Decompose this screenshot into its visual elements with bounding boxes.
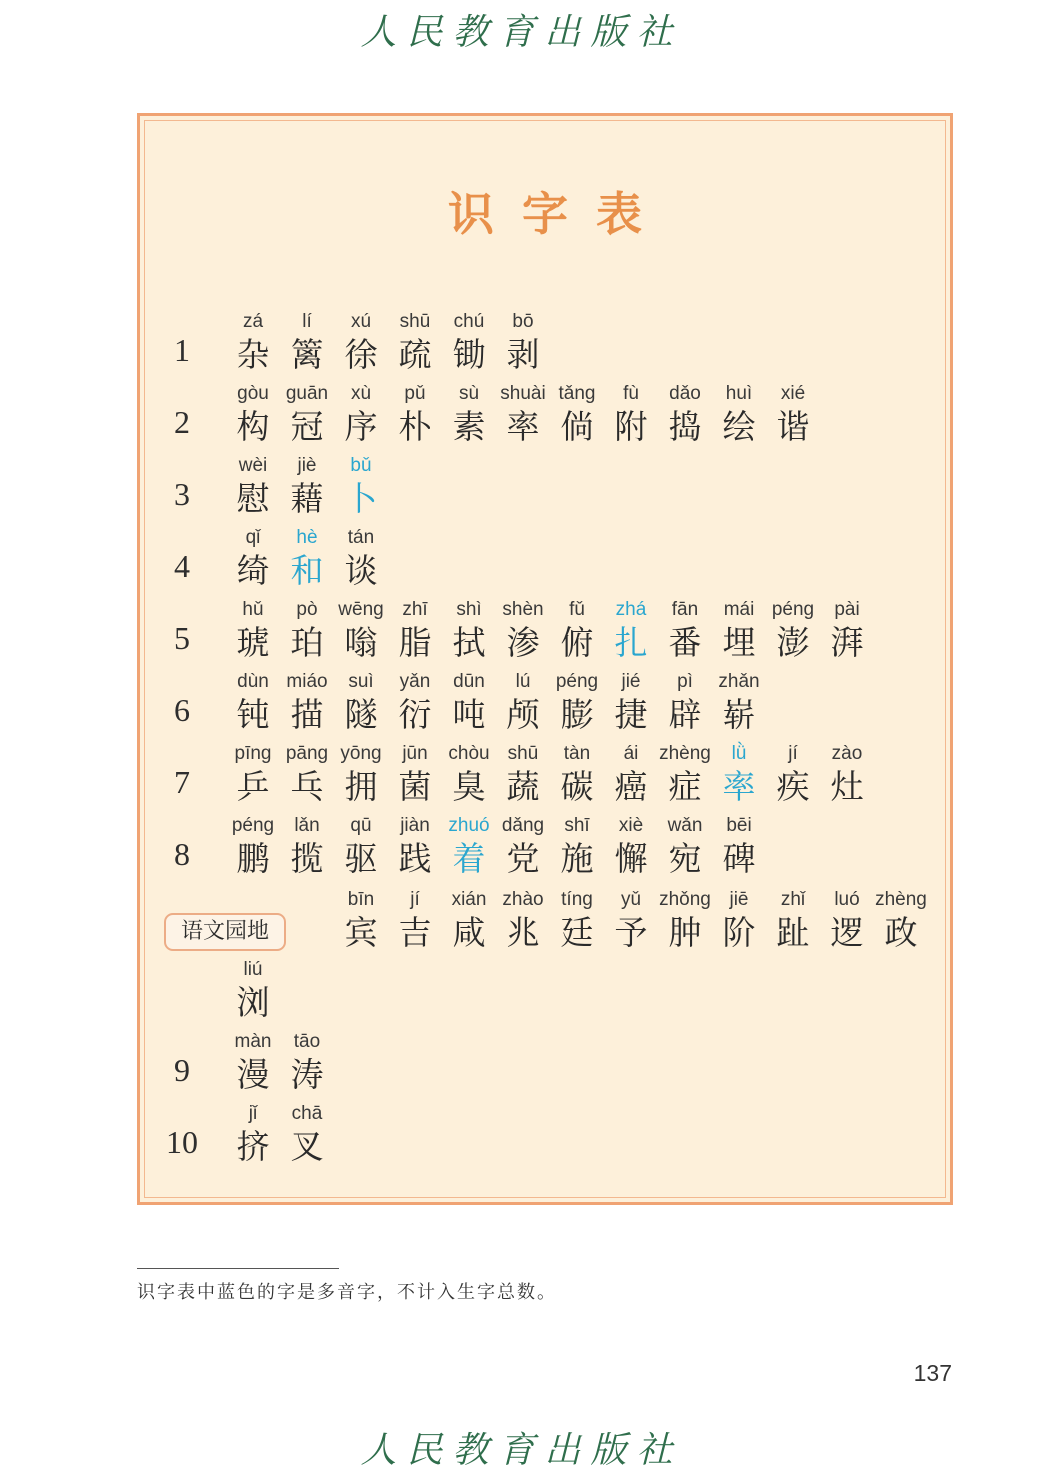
hanzi: 碑 (722, 839, 756, 878)
pinyin: lú (515, 671, 531, 692)
pinyin: shuài (500, 383, 546, 404)
pinyin: xù (350, 383, 372, 404)
pinyin: suì (348, 671, 374, 692)
hanzi: 卜 (344, 479, 378, 518)
hanzi: 和 (290, 551, 324, 590)
hanzi: 衍 (398, 695, 432, 734)
publisher-header: 人民教育出版社 (360, 12, 683, 53)
hanzi: 臭 (452, 767, 486, 806)
hanzi: 施 (560, 839, 594, 878)
hanzi: 涛 (290, 1055, 324, 1094)
lesson-number: 4 (174, 548, 190, 584)
pinyin: zá (242, 311, 264, 332)
pinyin: jiàn (400, 815, 430, 836)
pinyin: yǔ (620, 889, 642, 910)
pinyin: bēi (726, 815, 752, 836)
pinyin: shī (564, 815, 590, 836)
pinyin: péng (231, 815, 275, 836)
pinyin: yōng (340, 743, 382, 764)
hanzi: 宾 (344, 913, 378, 952)
pinyin: liú (243, 959, 263, 980)
hanzi: 捣 (668, 407, 702, 446)
hanzi: 吉 (398, 913, 432, 952)
hanzi: 素 (452, 407, 486, 446)
hanzi: 乒 (236, 767, 270, 806)
pinyin: zhèng (659, 743, 711, 764)
hanzi: 咸 (452, 913, 486, 952)
pinyin: dǎo (669, 383, 701, 404)
hanzi: 鹏 (236, 839, 270, 878)
lesson-row (0, 814, 1043, 884)
hanzi: 倘 (560, 407, 594, 446)
hanzi: 挤 (236, 1127, 270, 1166)
hanzi: 杂 (236, 335, 270, 374)
pinyin: zhī (402, 599, 428, 620)
page-title: 识字表 (448, 187, 670, 241)
pinyin: dūn (453, 671, 485, 692)
hanzi: 辟 (668, 695, 702, 734)
footnote-divider (137, 1268, 339, 1269)
pinyin: yǎn (399, 671, 431, 692)
hanzi: 灶 (830, 767, 864, 806)
hanzi: 膨 (560, 695, 594, 734)
pinyin: shū (507, 743, 539, 764)
hanzi: 叉 (290, 1127, 324, 1166)
hanzi: 序 (344, 407, 378, 446)
polyphonic-char-cell (326, 454, 396, 524)
pinyin: xié (780, 383, 806, 404)
hanzi: 构 (236, 407, 270, 446)
pinyin: fǔ (569, 599, 585, 620)
hanzi: 捷 (614, 695, 648, 734)
pinyin: wēng (338, 599, 384, 620)
hanzi: 漫 (236, 1055, 270, 1094)
pinyin: jiē (729, 889, 749, 910)
lesson-row (0, 742, 1043, 812)
pinyin: jūn (402, 743, 428, 764)
hanzi: 政 (884, 913, 918, 952)
hanzi: 琥 (236, 623, 270, 662)
hanzi: 驱 (344, 839, 378, 878)
char-cell (272, 1030, 342, 1100)
hanzi: 率 (722, 767, 756, 806)
hanzi: 冠 (290, 407, 324, 446)
hanzi: 吨 (452, 695, 486, 734)
hanzi: 阶 (722, 913, 756, 952)
pinyin: bō (512, 311, 534, 332)
hanzi: 慰 (236, 479, 270, 518)
hanzi: 拭 (452, 623, 486, 662)
hanzi: 兆 (506, 913, 540, 952)
lesson-row (0, 454, 1043, 524)
pinyin: ái (623, 743, 639, 764)
char-cell (866, 888, 936, 958)
hanzi: 懈 (614, 839, 648, 878)
pinyin: pài (834, 599, 860, 620)
lesson-row (0, 310, 1043, 380)
hanzi: 疏 (398, 335, 432, 374)
pinyin: zhào (502, 889, 544, 910)
pinyin: zào (831, 743, 863, 764)
hanzi: 疾 (776, 767, 810, 806)
pinyin: fù (623, 383, 639, 404)
page-number: 137 (913, 1360, 952, 1386)
pinyin: péng (771, 599, 815, 620)
lesson-row (0, 1030, 1043, 1100)
hanzi: 绮 (236, 551, 270, 590)
hanzi: 宛 (668, 839, 702, 878)
pinyin: zhǐ (780, 889, 806, 910)
hanzi: 珀 (290, 623, 324, 662)
pinyin: shì (456, 599, 482, 620)
char-cell (272, 1102, 342, 1172)
hanzi: 扎 (614, 623, 648, 662)
pinyin: chú (453, 311, 485, 332)
hanzi: 朴 (398, 407, 432, 446)
pinyin: pò (296, 599, 318, 620)
hanzi: 澎 (776, 623, 810, 662)
pinyin: chā (291, 1103, 323, 1124)
pinyin: dùn (237, 671, 269, 692)
lesson-number: 5 (174, 620, 190, 656)
garden-label: 语文园地 (164, 913, 286, 951)
lesson-number: 8 (174, 836, 190, 872)
pinyin: xú (350, 311, 372, 332)
lesson-row (0, 958, 1043, 1028)
pinyin: hè (296, 527, 318, 548)
hanzi: 廷 (560, 913, 594, 952)
pinyin: tán (347, 527, 375, 548)
pinyin: luó (834, 889, 860, 910)
pinyin: shèn (502, 599, 544, 620)
hanzi: 肿 (668, 913, 702, 952)
pinyin: chòu (448, 743, 490, 764)
pinyin: jǐ (248, 1103, 258, 1124)
hanzi: 逻 (830, 913, 864, 952)
pinyin: zhèng (875, 889, 927, 910)
pinyin: shū (399, 311, 431, 332)
hanzi: 谐 (776, 407, 810, 446)
hanzi: 浏 (236, 983, 270, 1022)
char-cell (812, 742, 882, 812)
pinyin: xián (451, 889, 487, 910)
lesson-row (0, 670, 1043, 740)
hanzi: 附 (614, 407, 648, 446)
pinyin: guān (285, 383, 329, 404)
pinyin: miáo (286, 671, 328, 692)
char-cell (812, 598, 882, 668)
pinyin: qǐ (245, 527, 261, 548)
pinyin: hǔ (242, 599, 264, 620)
hanzi: 谈 (344, 551, 378, 590)
hanzi: 践 (398, 839, 432, 878)
publisher-footer: 人民教育出版社 (360, 1430, 683, 1471)
pinyin: mái (723, 599, 755, 620)
pinyin: jí (788, 743, 798, 764)
hanzi: 篱 (290, 335, 324, 374)
pinyin: fān (671, 599, 699, 620)
lesson-number: 2 (174, 404, 190, 440)
hanzi: 蔬 (506, 767, 540, 806)
lesson-number: 7 (174, 764, 190, 800)
pinyin: gòu (237, 383, 269, 404)
hanzi: 徐 (344, 335, 378, 374)
pinyin: zhǒng (659, 889, 711, 910)
hanzi: 碳 (560, 767, 594, 806)
char-cell (758, 382, 828, 452)
lesson-number: 3 (174, 476, 190, 512)
pinyin: wǎn (667, 815, 703, 836)
hanzi: 菌 (398, 767, 432, 806)
char-cell (488, 310, 558, 380)
pinyin: pǔ (404, 383, 426, 404)
hanzi: 番 (668, 623, 702, 662)
hanzi: 乓 (290, 767, 324, 806)
lesson-row (0, 888, 1043, 958)
hanzi: 渗 (506, 623, 540, 662)
hanzi: 埋 (722, 623, 756, 662)
lesson-row (0, 598, 1043, 668)
char-cell (704, 814, 774, 884)
lesson-number: 9 (174, 1052, 190, 1088)
pinyin: tàn (563, 743, 591, 764)
pinyin: bǔ (350, 455, 372, 476)
hanzi: 俯 (560, 623, 594, 662)
hanzi: 率 (506, 407, 540, 446)
hanzi: 颅 (506, 695, 540, 734)
pinyin: péng (555, 671, 599, 692)
lesson-number: 10 (166, 1124, 198, 1160)
pinyin: pì (677, 671, 693, 692)
char-cell (326, 526, 396, 596)
char-cell (704, 670, 774, 740)
pinyin: jiè (297, 455, 317, 476)
hanzi: 湃 (830, 623, 864, 662)
hanzi: 嗡 (344, 623, 378, 662)
pinyin: qū (350, 815, 372, 836)
pinyin: xiè (618, 815, 644, 836)
lesson-row (0, 1102, 1043, 1172)
pinyin: sù (458, 383, 480, 404)
hanzi: 隧 (344, 695, 378, 734)
hanzi: 揽 (290, 839, 324, 878)
pinyin: lǜ (731, 743, 747, 764)
hanzi: 崭 (722, 695, 756, 734)
pinyin: dǎng (501, 815, 545, 836)
hanzi: 症 (668, 767, 702, 806)
lesson-row (0, 526, 1043, 596)
hanzi: 予 (614, 913, 648, 952)
hanzi: 绘 (722, 407, 756, 446)
hanzi: 癌 (614, 767, 648, 806)
pinyin: pīng (234, 743, 272, 764)
pinyin: zhuó (448, 815, 490, 836)
pinyin: wèi (238, 455, 268, 476)
pinyin: tāo (293, 1031, 321, 1052)
hanzi: 描 (290, 695, 324, 734)
hanzi: 党 (506, 839, 540, 878)
lesson-number: 1 (174, 332, 190, 368)
pinyin: tíng (561, 889, 593, 910)
hanzi: 锄 (452, 335, 486, 374)
pinyin: zhǎn (718, 671, 760, 692)
pinyin: pāng (285, 743, 329, 764)
hanzi: 趾 (776, 913, 810, 952)
hanzi: 脂 (398, 623, 432, 662)
pinyin: bīn (347, 889, 375, 910)
lesson-number: 6 (174, 692, 190, 728)
hanzi: 剥 (506, 335, 540, 374)
hanzi: 着 (452, 839, 486, 878)
footnote: 识字表中蓝色的字是多音字，不计入生字总数。 (137, 1282, 557, 1303)
pinyin: jí (410, 889, 420, 910)
pinyin: huì (725, 383, 753, 404)
lesson-row (0, 382, 1043, 452)
pinyin: màn (234, 1031, 272, 1052)
hanzi: 钝 (236, 695, 270, 734)
pinyin: lí (302, 311, 312, 332)
pinyin: zhá (615, 599, 647, 620)
hanzi: 拥 (344, 767, 378, 806)
pinyin: jié (621, 671, 641, 692)
char-cell (218, 958, 288, 1028)
hanzi: 藉 (290, 479, 324, 518)
pinyin: lǎn (294, 815, 320, 836)
pinyin: tǎng (558, 383, 596, 404)
